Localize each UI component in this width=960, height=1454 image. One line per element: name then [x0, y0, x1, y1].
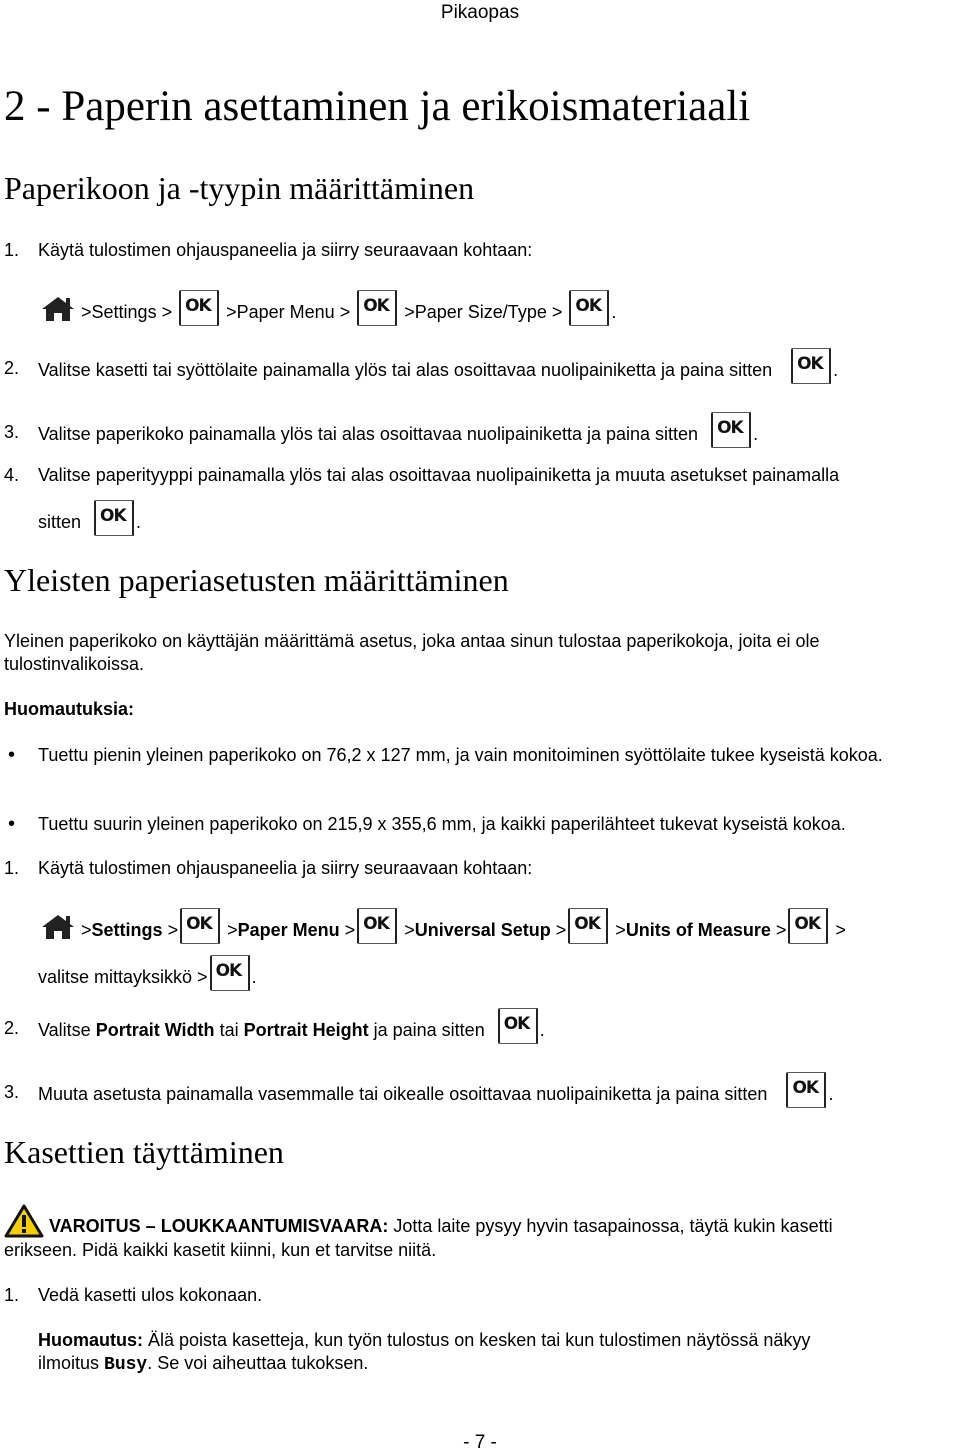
path-units-of-measure: Units of Measure	[625, 920, 771, 940]
section-heading-trays: Kasettien täyttäminen	[4, 1134, 284, 1170]
step-text: Valitse paperikoko painamalla ylös tai alas osoittavaa nuolipainiketta ja paina sitten OK .	[38, 412, 758, 448]
intro-paragraph: Yleinen paperikoko on käyttäjän määrittämä asetus, joka antaa sinun tulostaa paperikokoja, joita ei ole tulostinvalikoissa.	[4, 631, 820, 674]
step-number: 3.	[4, 422, 20, 442]
note-line: Huomautus: Älä poista kasetteja, kun työn tulostus on kesken tai kun tulostimen näytössä näkyy	[38, 1330, 811, 1350]
menu-path-line2: valitse mittayksikkö > OK .	[38, 955, 257, 991]
ok-icon: OK	[568, 908, 608, 944]
section-heading-universal: Yleisten paperiasetusten määrittäminen	[4, 562, 509, 598]
step-text: Muuta asetusta painamalla vasemmalle tai oikealle osoittavaa nuolipainiketta ja paina sitten OK .	[38, 1072, 833, 1108]
ok-icon: OK	[180, 908, 220, 944]
path-paper-menu: Paper Menu	[237, 920, 340, 940]
step-number: 1.	[4, 1285, 20, 1305]
bullet-char: •	[8, 813, 16, 835]
bullet-item: Tuettu pienin yleinen paperikoko on 76,2 x 127 mm, ja vain monitoiminen syöttölaite tukee kyseistä kokoa.	[38, 745, 883, 765]
note-line-continued: ilmoitus Busy. Se voi aiheuttaa tukoksen.	[38, 1353, 369, 1375]
ok-icon: OK	[711, 412, 751, 448]
chapter-title: 2 - Paperin asettaminen ja erikoismateriaali	[4, 83, 751, 130]
menu-path: >Settings > OK >Paper Menu > OK >Paper Size/Type > OK .	[40, 290, 616, 326]
path-paper-size: >Paper Size/Type >	[404, 302, 563, 322]
step-number: 4.	[4, 465, 20, 485]
ok-icon: OK	[788, 908, 828, 944]
step-number: 2.	[4, 358, 20, 378]
ok-icon: OK	[179, 290, 219, 326]
home-icon	[40, 912, 76, 942]
ok-icon: OK	[569, 290, 609, 326]
path-settings: >Settings >	[81, 302, 173, 322]
step-number: 3.	[4, 1082, 20, 1102]
ok-icon: OK	[786, 1072, 826, 1108]
path-settings: Settings	[91, 920, 163, 940]
path-universal-setup: Universal Setup	[414, 920, 551, 940]
bullet-char: •	[8, 744, 16, 766]
path-paper-menu: >Paper Menu >	[226, 302, 351, 322]
step-number: 1.	[4, 858, 20, 878]
step-number: 2.	[4, 1018, 20, 1038]
ok-icon: OK	[210, 955, 250, 991]
page-number: - 7 -	[463, 1432, 497, 1453]
step-text: Valitse kasetti tai syöttölaite painamalla ylös tai alas osoittavaa nuolipainiketta ja paina sitten OK .	[38, 348, 838, 384]
warning-label: VAROITUS – LOUKKAANTUMISVAARA:	[49, 1216, 389, 1236]
section-heading-paper-size: Paperikoon ja -tyypin määrittäminen	[4, 170, 475, 206]
ok-icon: OK	[357, 290, 397, 326]
step-number: 1.	[4, 240, 20, 260]
step-text: Käytä tulostimen ohjauspaneelia ja siirry seuraavaan kohtaan:	[38, 858, 533, 878]
warning-icon	[4, 1204, 44, 1238]
menu-path: >Settings > OK >Paper Menu > OK >Universal Setup > OK >Units of Measure > OK >	[40, 908, 846, 944]
step-text: Käytä tulostimen ohjauspaneelia ja siirry seuraavaan kohtaan:	[38, 240, 533, 260]
step-text: Valitse Portrait Width tai Portrait Height ja paina sitten OK .	[38, 1008, 545, 1044]
busy-status: Busy	[104, 1355, 148, 1375]
ok-icon: OK	[791, 348, 831, 384]
running-header: Pikaopas	[440, 2, 520, 23]
warning-text-continued: erikseen. Pidä kaikki kasetit kiinni, kun et tarvitse niitä.	[4, 1240, 437, 1260]
warning-text: Jotta laite pysyy hyvin tasapainossa, täytä kukin kasetti	[393, 1216, 833, 1236]
bullet-item: Tuettu suurin yleinen paperikoko on 215,9 x 355,6 mm, ja kaikki paperilähteet tukevat kyseistä kokoa.	[38, 814, 846, 834]
notes-label: Huomautuksia:	[4, 699, 135, 719]
home-icon	[40, 294, 76, 324]
warning-line	[4, 1204, 833, 1238]
ok-icon: OK	[498, 1008, 538, 1044]
step-text-continued: sitten OK .	[38, 500, 141, 536]
step-text: Valitse paperityyppi painamalla ylös tai alas osoittavaa nuolipainiketta ja muuta asetukset painamalla	[38, 465, 840, 485]
step-text: Vedä kasetti ulos kokonaan.	[38, 1285, 263, 1305]
ok-icon: OK	[94, 500, 134, 536]
ok-icon: OK	[357, 908, 397, 944]
